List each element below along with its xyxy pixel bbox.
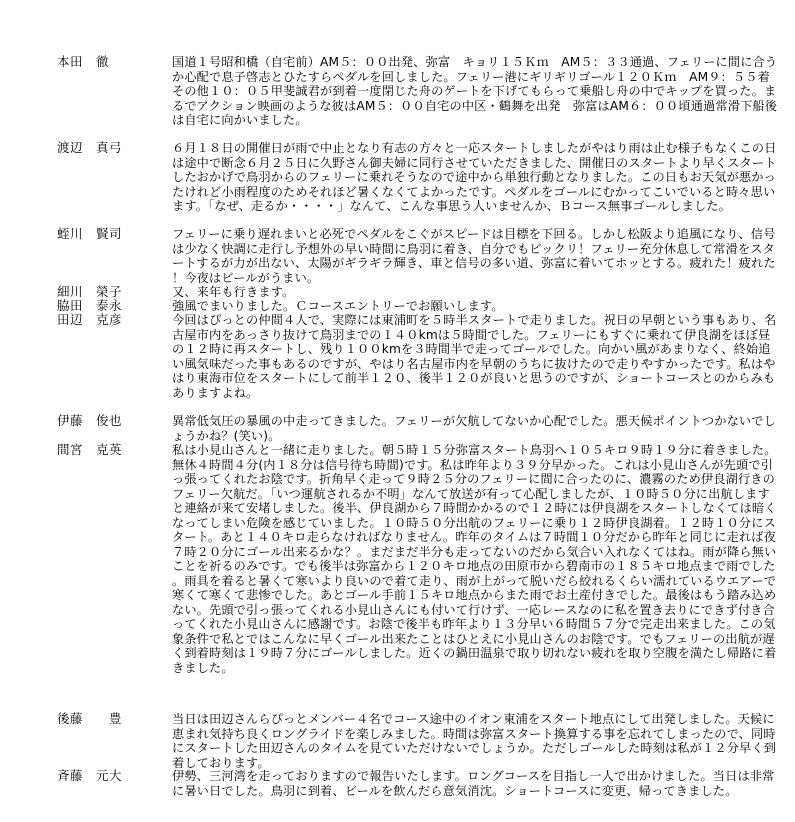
- participant-name: 蛭川 賢司: [57, 226, 123, 241]
- participant-comment: 私は小見山さんと一緒に走りました。朝５時１５分弥富スタート鳥羽へ１０５キロ９時１９分に着きました。無休４時間４分(内１８分は信号待ち時間)です。私は昨年より３９分早かった。これは小見山さんが先頭で引っ張ってくれたお陰です。折角早く走って９時２５分のフェリーに間に合ったのに、濃霧のため伊良湖行きのフェリー欠航だ。「いつ運航されるか不明」なんて放送が有って心配しましたが、１０時５０分に出航しますと連絡が来て安堵しました。後半、伊良湖から７時間かかるので１２時には伊良湖をスタートしなくては暗くなってしまい危険を感じていました。１０時５０分出航のフェリーに乗り１２時伊良湖着。１２時１０分にスタート。あと１４０キロ走らなければなりません。昨年のタイムは７時間１０分だから昨年と同じに走れば夜７時２０分にゴール出来るかな？。まだまだ半分も走ってないのだから気合い入れなくてはね。雨が降ら無いことを祈るのみです。でも後半は弥富から１２０キロ地点の田原市から碧南市の１８５キロ地点まで雨でした。雨具を着ると暑くて寒いより良いので着て走り、雨が上がって脱いだら絞れるくらい濡れているウエアーで寒くて寒くて悲惨でした。あとゴール手前１５キロ地点からまた雨でお土産付きでした。最後はもう踏み込めない。先頭で引っ張ってくれる小見山さんにも付いて行けず、一応レースなのに私を置き去りにできず付き合ってくれた小見山さんに感謝です。お陰で後半も昨年より１３分早い６時間５７分で完走出来ました。この気象条件で私とではこんなに早くゴール出来たことはひとえに小見山さんのお陰です。でもフェリーの出航が遅く到着時刻は１９時７分にゴールしました。近くの鍋田温泉で取り切れない疲れを取り空腹を満たし帰路に着きました。: [172, 443, 777, 675]
- participant-comment: 国道１号昭和橋（自宅前）AM５：００出発、弥富 キョリ１５Ｋｍ AM５：３３通過、フェリーに間に合うか心配で息子啓志とひたすらペダルを回しました。フェリー港にギリギリゴール１２０Ｋｍ AM９：５５着 その他１０：０５甲斐誠君が到着一度閉じた舟のゲートを下げてもらって乗船し舟の中でキップを買った。まるでアクション映画のような彼はAM５：００自宅の中区・鶴舞を出発 弥富はAM６：００頃通過常滑下船後は自宅に向かいました。: [172, 55, 783, 127]
- participant-name: 渡辺 真弓: [57, 140, 123, 155]
- participant-name: 脇田 泰永: [57, 298, 123, 313]
- participant-comment: フェリーに乗り遅れまいと必死でペダルをこぐがスピードは目標を下回る。しかし松阪より追風になり、信号は少なく快調に走行し予想外の早い時間に鳥羽に着き、自分でもビックリ！フェリー充分休息して常滑をスタートするが力が出ない、太陽がギラギラ輝き、車と信号の多い道、弥富に着いてホッとする。疲れた！疲れた！今夜はビールがうまい。: [172, 227, 776, 285]
- participant-name: 斉藤 元大: [57, 768, 123, 783]
- participant-comment: 今回はぴっとの仲間４人で、実際には東浦町を５時半スタートで走りました。祝日の早朝という事もあり、名古屋市内をあっさり抜けて鳥羽までの１４０kmは５時間でした。フェリーにもすぐに乗れて伊良湖をほぼ昼の１２時に再スタートし、残り１００kmを３時間半で走ってゴールでした。向かい風があまりなく、終始追い風気味だった事もあるのですが、やはり名古屋市内を早朝のうちに抜けたので走りやすかったです。私はやはり東海市位をスタートにして前半１２０、後半１２０が良いと思うのですが、ショートコースとのからみもありますよね。: [172, 313, 777, 400]
- participant-name: 本田 徹: [57, 54, 110, 69]
- participant-comment: 伊勢、三河湾を走っておりますので報告いたします。ロングコースを目指し一人で出かけました。当日は非常に暑い日でした。鳥羽に到着、ビールを飲んだら意気消沈。ショートコースに変更、帰ってきました。: [172, 769, 775, 798]
- participant-name: 細川 榮子: [57, 284, 123, 299]
- participant-comment: 異常低気圧の暴風の中走ってきました。フェリーが欠航してないか心配でした。悪天候ポイントつかないでしょうかね？(笑い)。: [172, 414, 776, 443]
- participant-name: 間宮 克英: [57, 442, 123, 457]
- participant-comment: ６月１８日の開催日が雨で中止となり有志の方々と一応スタートしましたがやはり雨は止む様子もなくこの日は途中で断念６月２５日に久野さん御夫婦に同行させていただきました、開催日のスタートより早くスタートしたおかげで鳥羽からのフェリーに乗れそうなので途中から単独行動となりました。この日もお天気が悪かったけれど小雨程度のためそれほど暑くなくてよかったです。ペダルをゴールにむかってこいでいると時々思います。「なぜ、走るか・・・・」なんて、こんな事思う人いませんか、Ｂコース無事ゴールしました。: [172, 141, 777, 213]
- participant-name: 田辺 克彦: [57, 312, 123, 327]
- participant-name: 伊藤 俊也: [57, 413, 123, 428]
- participant-name: 後藤 豊: [57, 711, 123, 726]
- participant-comment: 又、来年も行きます。: [172, 285, 295, 299]
- participant-comment: 強風でまいりました。Ｃコースエントリーでお願いします。: [172, 299, 504, 313]
- participant-comment: 当日は田辺さんらぴっとメンバー４名でコース途中のイオン東浦をスタート地点にして出発しました。天候に恵まれ気持ち良くロングライドを楽しみました。時間は弥富スタート換算する事を忘れてしまったので、同時にスタートした田辺さんのタイムを見ていただけないでしょうか。ただしゴールした時刻は私が１２分早く到着しております。: [172, 712, 777, 770]
